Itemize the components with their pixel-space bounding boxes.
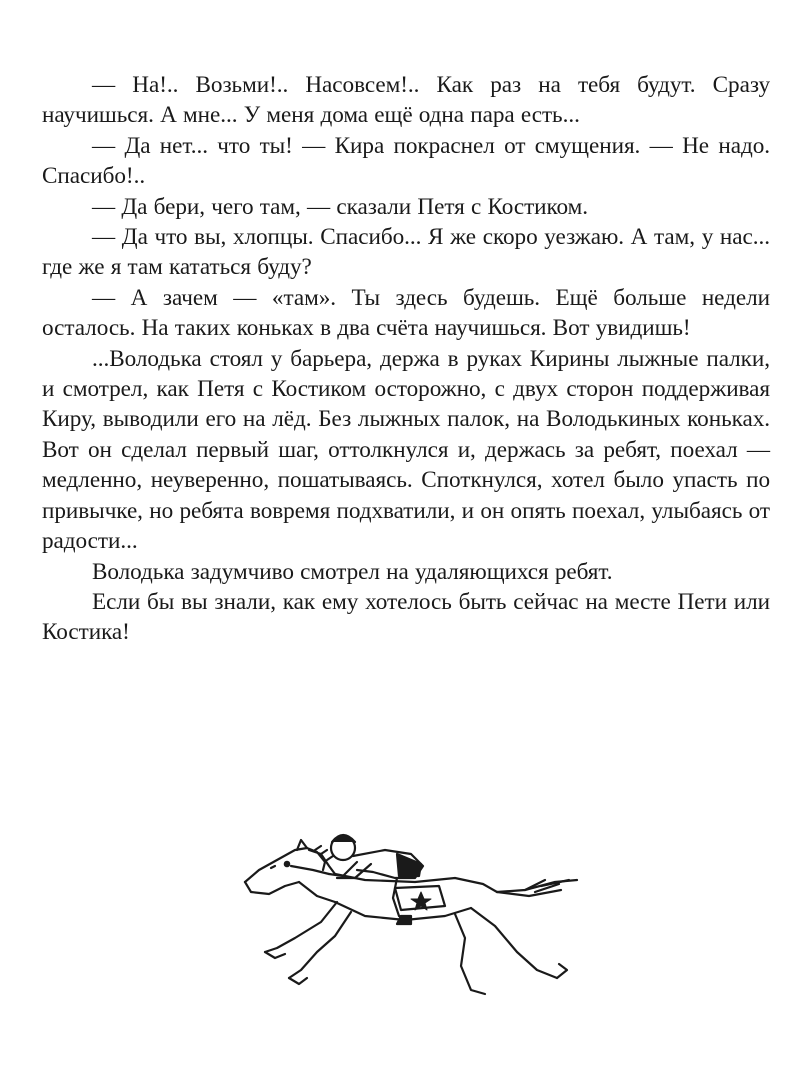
paragraph-6: ...Володька стоял у барьера, держа в руках Кирины лыжные палки, и смотрел, как Петя с Костиком осторожно, с двух сторон поддерживая Киру, выводили его на лёд. Без лыжных палок, на Володькиных коньках. Вот он сделал первый шаг, оттолкнулся и, держась за ребят, поехал — медленно, неуверенно, пошатываясь. Споткнулся, хотел было упасть по привычке, но ребята вовремя подхватили, и он опять поехал, улыбаясь от радости... bbox=[42, 345, 770, 555]
paragraph-5: — А зачем — «там». Ты здесь будешь. Ещё больше недели осталось. На таких коньках в два счёта научишься. Вот увидишь! bbox=[42, 284, 770, 342]
paragraph-8: Если бы вы знали, как ему хотелось быть сейчас на месте Пети или Костика! bbox=[42, 588, 770, 646]
paragraph-3: — Да бери, чего там, — сказали Петя с Костиком. bbox=[92, 193, 589, 220]
paragraph-2: — Да нет... что ты! — Кира покраснел от смущения. — Не надо. Спасибо!.. bbox=[42, 132, 770, 190]
page-text bbox=[42, 70, 770, 648]
paragraph-1: — На!.. Возьми!.. Насовсем!.. Как раз на тебя будут. Сразу научишься. А мне... У меня дома ещё одна пара есть... bbox=[42, 72, 770, 129]
paragraph-4: — Да что вы, хлопцы. Спасибо... Я же скоро уезжаю. А там, у нас... где же я там кататься буду? bbox=[42, 224, 770, 281]
paragraph-7: Володька задумчиво смотрел на удаляющихся ребят. bbox=[92, 558, 613, 585]
horse-rider-illustration-icon bbox=[225, 820, 585, 1020]
